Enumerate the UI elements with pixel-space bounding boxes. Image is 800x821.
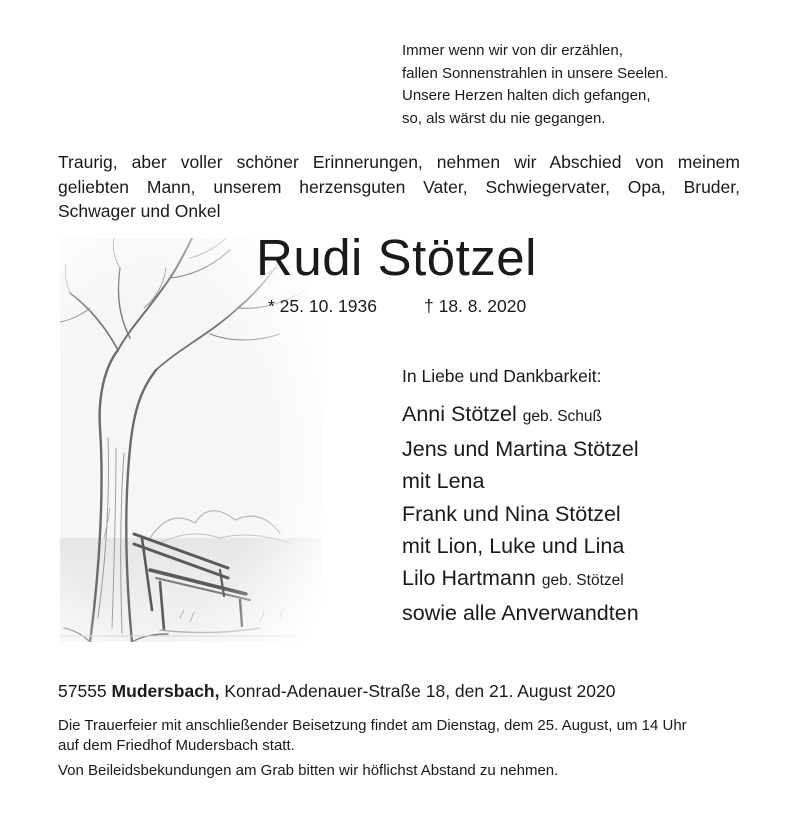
service-line: auf dem Friedhof Mudersbach statt. — [58, 737, 295, 754]
mourners-list — [402, 398, 639, 629]
intro-line: Traurig, aber voller schöner Erinnerungen, nehmen wir Abschied von meinem — [58, 152, 740, 172]
poem-line: Unsere Herzen halten dich gefangen, — [402, 87, 651, 104]
mourner-entry: Frank und Nina Stötzel — [402, 501, 621, 526]
town: Mudersbach, — [111, 681, 220, 701]
poem-line: so, als wärst du nie gegangen. — [402, 109, 606, 127]
death-date: † 18. 8. 2020 — [424, 296, 527, 316]
intro-paragraph — [58, 150, 740, 224]
mourner-entry — [402, 398, 639, 433]
mourner-entry: Jens und Martina Stötzel — [402, 437, 639, 462]
mourner-entry-continued: mit Lion, Luke und Lina — [402, 533, 625, 558]
condolence-note: Von Beileidsbekundungen am Grab bitten wir höflichst Abstand zu nehmen. — [58, 762, 559, 779]
birth-date: * 25. 10. 1936 — [268, 296, 377, 316]
mourner-entry: sowie alle Anverwandten — [402, 601, 639, 626]
mourners-heading: In Liebe und Dankbarkeit: — [402, 366, 602, 386]
street-and-date: Konrad-Adenauer-Straße 18, den 21. August 2020 — [224, 681, 616, 701]
service-info — [58, 716, 758, 756]
mourner-entry-continued: mit Lena — [402, 469, 485, 494]
deceased-name: Rudi Stötzel — [256, 229, 537, 286]
poem-line: fallen Sonnenstrahlen in unsere Seelen. — [402, 64, 669, 82]
mourner-maiden-name: geb. Stötzel — [541, 572, 624, 590]
intro-line: Schwager und Onkel — [58, 201, 221, 221]
address-line — [58, 681, 616, 702]
mourner-entry — [402, 562, 639, 597]
poem-line: Immer wenn wir von dir erzählen, — [402, 42, 623, 59]
service-line: Die Trauerfeier mit anschließender Beisetzung findet am Dienstag, dem 25. August, um 14 Uhr — [58, 717, 687, 734]
poem — [402, 40, 668, 130]
mourner-maiden-name: geb. Schuß — [522, 408, 602, 425]
mourner-name: Anni Stötzel — [402, 402, 517, 426]
mourner-name: Lilo Hartmann — [402, 566, 536, 591]
intro-line: geliebten Mann, unserem herzensguten Vater, Schwiegervater, Opa, Bruder, — [58, 176, 740, 197]
zip-code: 57555 — [58, 681, 107, 701]
